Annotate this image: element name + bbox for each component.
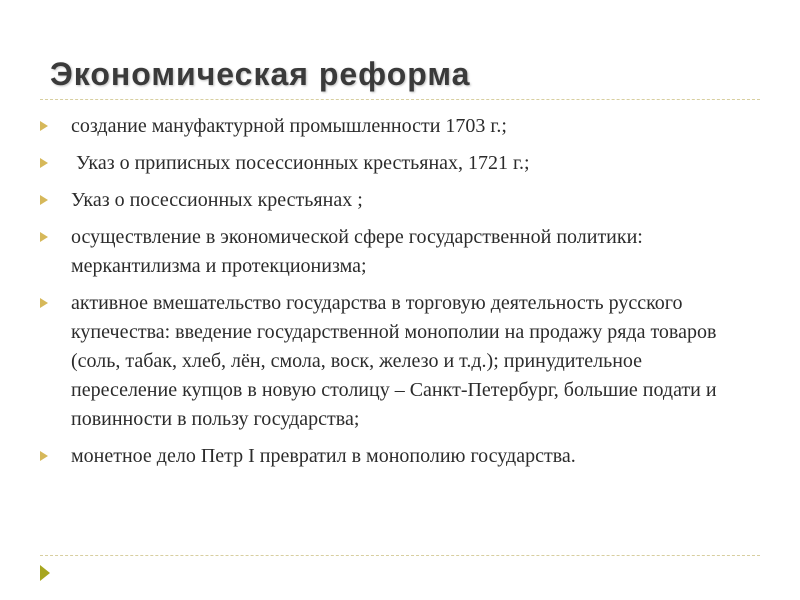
next-slide-arrow-icon[interactable] [40, 565, 50, 581]
bullet-item [40, 186, 740, 215]
bullet-text: Указ о приписных посессионных крестьянах, 1721 г.; [71, 152, 530, 174]
bullet-text: создание мануфактурной промышленности 1703 г.; [71, 115, 507, 137]
triangle-bullet-icon [40, 195, 48, 205]
bullet-list [40, 112, 740, 479]
slide-title: Экономическая реформа [50, 56, 471, 92]
bullet-text: осуществление в экономической сфере государственной политики: меркантилизма и протекционизма; [71, 226, 643, 277]
title-divider [40, 99, 760, 100]
triangle-bullet-icon [40, 121, 48, 131]
triangle-bullet-icon [40, 232, 48, 242]
bullet-item [40, 149, 740, 178]
bullet-text: Указ о посессионных крестьянах ; [71, 189, 363, 211]
bullet-item [40, 442, 740, 471]
triangle-bullet-icon [40, 158, 48, 168]
bullet-text: монетное дело Петр I превратил в монополию государства. [71, 445, 576, 467]
bullet-item [40, 223, 740, 281]
triangle-bullet-icon [40, 451, 48, 461]
bullet-item [40, 112, 740, 141]
footer-divider [40, 555, 760, 556]
bullet-item [40, 289, 740, 434]
bullet-text: активное вмешательство государства в торговую деятельность русского купечества: введение государственной монополии на продажу ряда товаров (соль, табак, хлеб, лён, смола, воск, железо и т.д.); принудительное переселение купцов в новую столицу – Санкт-Петербург, большие подати и повинности в пользу государства; [71, 292, 717, 430]
triangle-bullet-icon [40, 298, 48, 308]
